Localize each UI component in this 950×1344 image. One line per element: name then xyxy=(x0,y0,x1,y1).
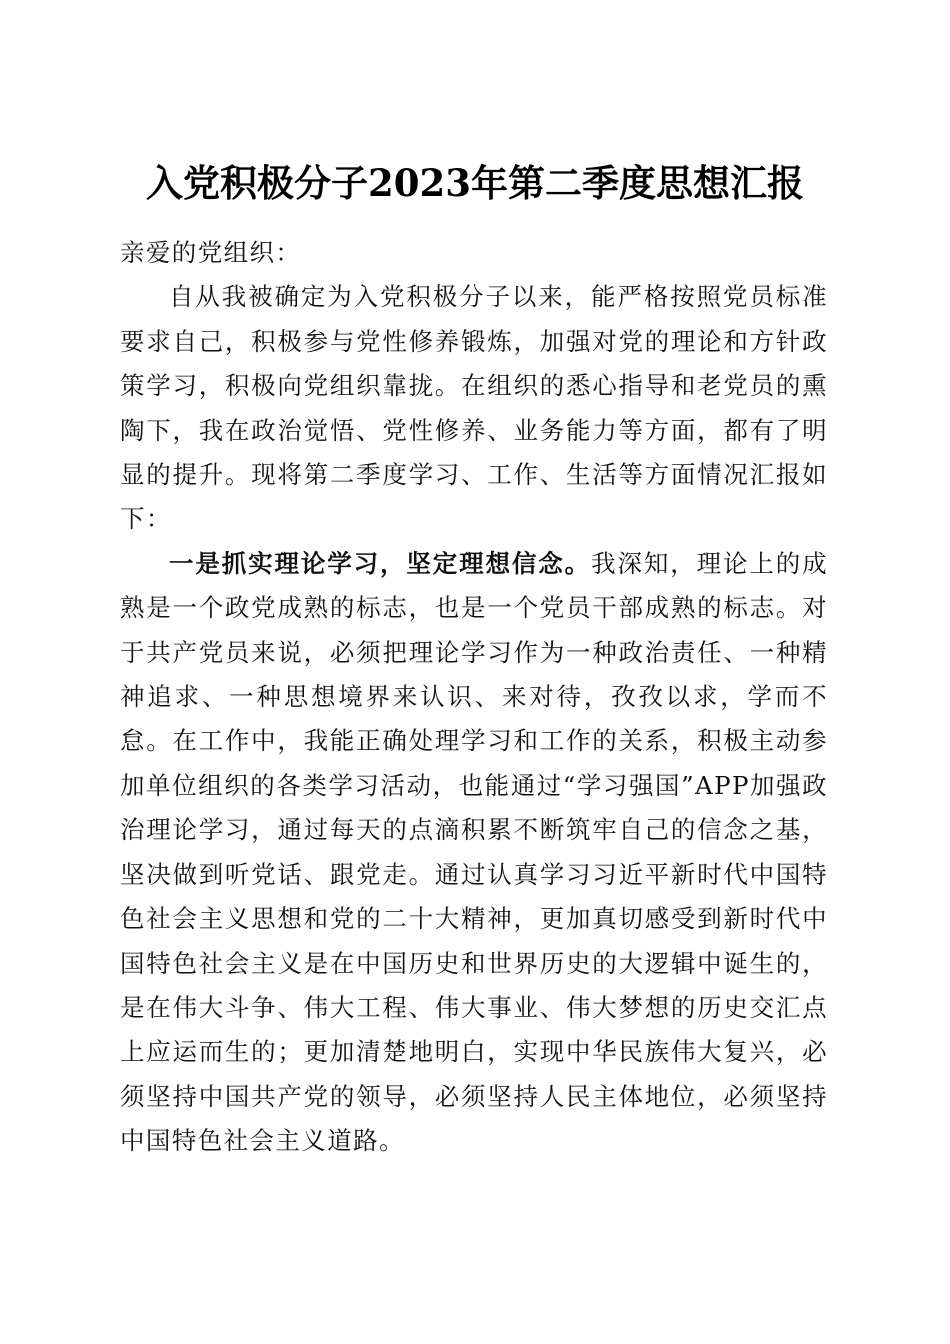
document-body xyxy=(120,231,828,1164)
salutation: 亲爱的党组织： xyxy=(120,238,302,267)
paragraph-theory-study xyxy=(120,542,828,1164)
document-title: 入党积极分子2023年第二季度思想汇报 xyxy=(146,160,804,205)
paragraph-lead-heading: 一是抓实理论学习，坚定理想信念。 xyxy=(169,548,592,578)
paragraph-intro: 自从我被确定为入党积极分子以来，能严格按照党员标准要求自己，积极参与党性修养锻炼，加强对党的理论和方针政策学习，积极向党组织靠拢。在组织的悉心指导和老党员的熏陶下，我在政治觉悟、党性修养、业务能力等方面，都有了明显的提升。现将第二季度学习、工作、生活等方面情况汇报如下： xyxy=(120,282,828,534)
paragraph-theory-body: 我深知，理论上的成熟是一个政党成熟的标志，也是一个党员干部成熟的标志。对于共产党员来说，必须把理论学习作为一种政治责任、一种精神追求、一种思想境界来认识、来对待，孜孜以求，学而不怠。在工作中，我能正确处理学习和工作的关系，积极主动参加单位组织的各类学习活动，也能通过“学习强国”APP加强政治理论学习，通过每天的点滴积累不断筑牢自己的信念之基，坚决做到听党话、跟党走。通过认真学习习近平新时代中国特色社会主义思想和党的二十大精神，更加真切感受到新时代中国特色社会主义是在中国历史和世界历史的大逻辑中诞生的，是在伟大斗争、伟大工程、伟大事业、伟大梦想的历史交汇点上应运而生的；更加清楚地明白，实现中华民族伟大复兴，必须坚持中国共产党的领导，必须坚持人民主体地位，必须坚持中国特色社会主义道路。 xyxy=(120,548,828,1156)
